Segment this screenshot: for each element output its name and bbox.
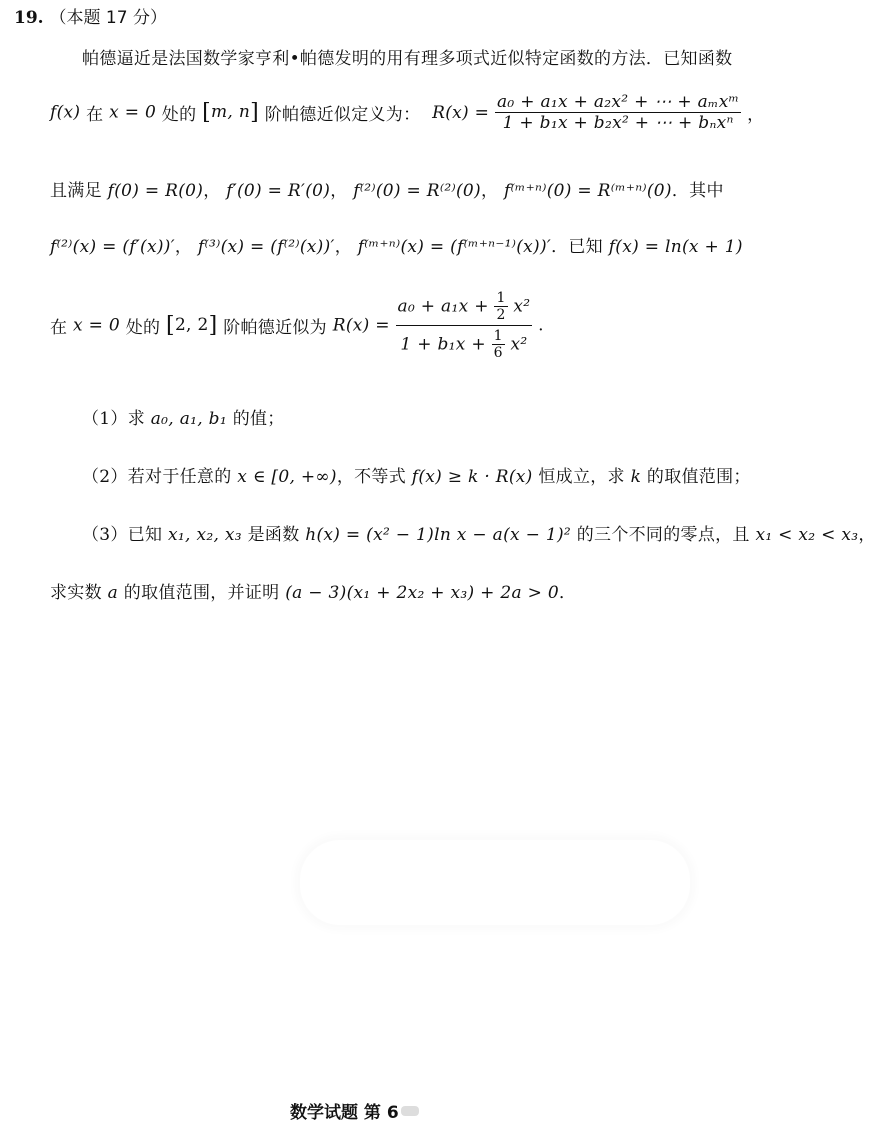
part-3-text-3: 的三个不同的零点，且 <box>576 525 750 545</box>
approx-order-value: 2, 2 <box>174 315 209 335</box>
part-3-text-5: 的取值范围，并证明 <box>123 583 280 603</box>
part-3-order: x₁ < x₂ < x₃ <box>755 525 859 545</box>
definition-2: f⁽³⁾(x) = (f⁽²⁾(x))′ <box>197 237 335 257</box>
part-3-text-1: 已知 <box>127 525 163 545</box>
approx-x-equals-zero: x = 0 <box>73 315 120 336</box>
part-3-text-2: 是函数 <box>247 525 300 545</box>
condition-1: f(0) = R(0) <box>107 181 204 201</box>
approx-text-2: 处的 <box>125 318 161 338</box>
part-3-line-2 <box>50 578 576 603</box>
half-top: 1 <box>496 290 506 306</box>
approx-text-3: 阶帕德近似为 <box>223 318 327 338</box>
derivative-definitions-line: f⁽²⁾(x) = (f′(x))′， f⁽³⁾(x) = (f⁽²⁾(x))′， f⁽ᵐ⁺ⁿ⁾(x) = (f⁽ᵐ⁺ⁿ⁻¹⁾(x))′．已知 f(x) = ln(x + 1) <box>50 237 743 257</box>
approx-rx-lhs: R(x) = <box>332 315 390 336</box>
part-2-k: k <box>630 467 642 487</box>
x-equals-zero: x = 0 <box>109 102 157 123</box>
part-2-text-1: 若对于任意的 <box>127 467 232 487</box>
intro-text-2: 在 <box>86 105 104 125</box>
part-3-end: ． <box>559 583 577 603</box>
part-3-text-4: 求实数 <box>50 583 102 603</box>
approx-text-1: 在 <box>50 318 68 338</box>
part-3-proof-inequality: (a − 3)(x₁ + 2x₂ + x₃) + 2a > 0 <box>285 583 560 603</box>
intro-comma: ， <box>747 105 765 125</box>
part-1-variables: a₀, a₁, b₁ <box>150 409 227 429</box>
problem-header <box>14 3 167 28</box>
part-1 <box>82 404 285 429</box>
approx-denominator <box>396 326 533 361</box>
pade-definition-line <box>50 92 764 152</box>
conditions-text-3: ．已知 <box>551 237 603 257</box>
condition-2: f′(0) = R′(0) <box>226 181 331 201</box>
condition-3: f⁽²⁾(0) = R⁽²⁾(0) <box>353 181 481 201</box>
approx-num-half <box>494 290 507 323</box>
part-3-label: （3） <box>82 525 128 545</box>
part-1-label: （1） <box>82 409 128 429</box>
page-footer <box>290 1098 419 1123</box>
intro-line-1 <box>82 44 732 69</box>
part-3-variables: x₁, x₂, x₃ <box>168 525 242 545</box>
approx-order: [2, 2] <box>166 313 218 338</box>
part-1-end: 的值； <box>232 409 285 429</box>
conditions-line: 且满足 f(0) = R(0)， f′(0) = R′(0)， f⁽²⁾(0) = R⁽²⁾(0)， f⁽ᵐ⁺ⁿ⁾(0) = R⁽ᵐ⁺ⁿ⁾(0)．其中 <box>50 181 724 201</box>
definition-3: f⁽ᵐ⁺ⁿ⁾(x) = (f⁽ᵐ⁺ⁿ⁻¹⁾(x))′ <box>357 237 552 257</box>
given-function: f(x) = ln(x + 1) <box>608 237 743 257</box>
pade-denominator: 1 + b₁x + b₂x² + ⋯ + bₙxⁿ <box>502 113 734 133</box>
part-2 <box>82 462 751 487</box>
approx-num-x2: x² <box>513 296 531 317</box>
problem-points: （本题 17 分） <box>49 8 167 28</box>
intro-text: 帕德逼近是法国数学家亨利•帕德发明的用有理多项式近似特定函数的方法．已知函数 <box>82 49 733 69</box>
part-2-inequality: f(x) ≥ k · R(x) <box>411 467 533 487</box>
footer-text: 数学试题 第 6 <box>290 1103 399 1123</box>
rx-lhs: R(x) = <box>432 102 490 123</box>
order-mn: m, n <box>211 102 251 122</box>
approx-numerator <box>396 290 533 326</box>
approximation-line <box>50 290 544 385</box>
part-2-label: （2） <box>82 467 128 487</box>
part-3-line-1 <box>82 520 876 545</box>
blank-redaction-area <box>300 840 690 925</box>
approx-fraction <box>396 290 533 361</box>
part-2-text-4: 的取值范围； <box>646 467 751 487</box>
part-2-text-3: 恒成立，求 <box>538 467 625 487</box>
conditions-text-2: ．其中 <box>671 181 724 201</box>
conditions-text-1: 且满足 <box>50 181 102 201</box>
pade-fraction <box>495 92 741 133</box>
fx-symbol: f(x) <box>50 102 81 123</box>
order-bracket: [m, n] <box>202 100 259 125</box>
approx-num-terms: a₀ + a₁x + <box>397 296 489 317</box>
approx-den-x2: x² <box>510 334 528 355</box>
part-2-text-2: ，不等式 <box>336 467 407 487</box>
pade-numerator: a₀ + a₁x + a₂x² + ⋯ + aₘxᵐ <box>496 92 740 112</box>
approx-period: . <box>538 315 544 336</box>
part-1-text: 求 <box>127 409 146 429</box>
approx-den-terms: 1 + b₁x + <box>400 334 486 355</box>
intro-text-4: 阶帕德近似定义为： <box>264 105 421 125</box>
problem-number: 19. <box>14 8 44 28</box>
smudge-mark <box>401 1106 419 1116</box>
part-3-function: h(x) = (x² − 1)ln x − a(x − 1)² <box>305 525 572 545</box>
definition-1: f⁽²⁾(x) = (f′(x))′ <box>50 237 175 257</box>
part-3-comma: ， <box>858 525 876 545</box>
intro-text-3: 处的 <box>161 105 197 125</box>
part-3-a: a <box>107 583 119 603</box>
condition-4: f⁽ᵐ⁺ⁿ⁾(0) = R⁽ᵐ⁺ⁿ⁾(0) <box>503 181 672 201</box>
sixth-top: 1 <box>493 328 503 344</box>
approx-den-sixth <box>492 328 505 361</box>
half-bottom: 2 <box>496 307 506 323</box>
sixth-bottom: 6 <box>493 345 503 361</box>
part-2-domain: x ∈ [0, +∞) <box>237 467 337 487</box>
